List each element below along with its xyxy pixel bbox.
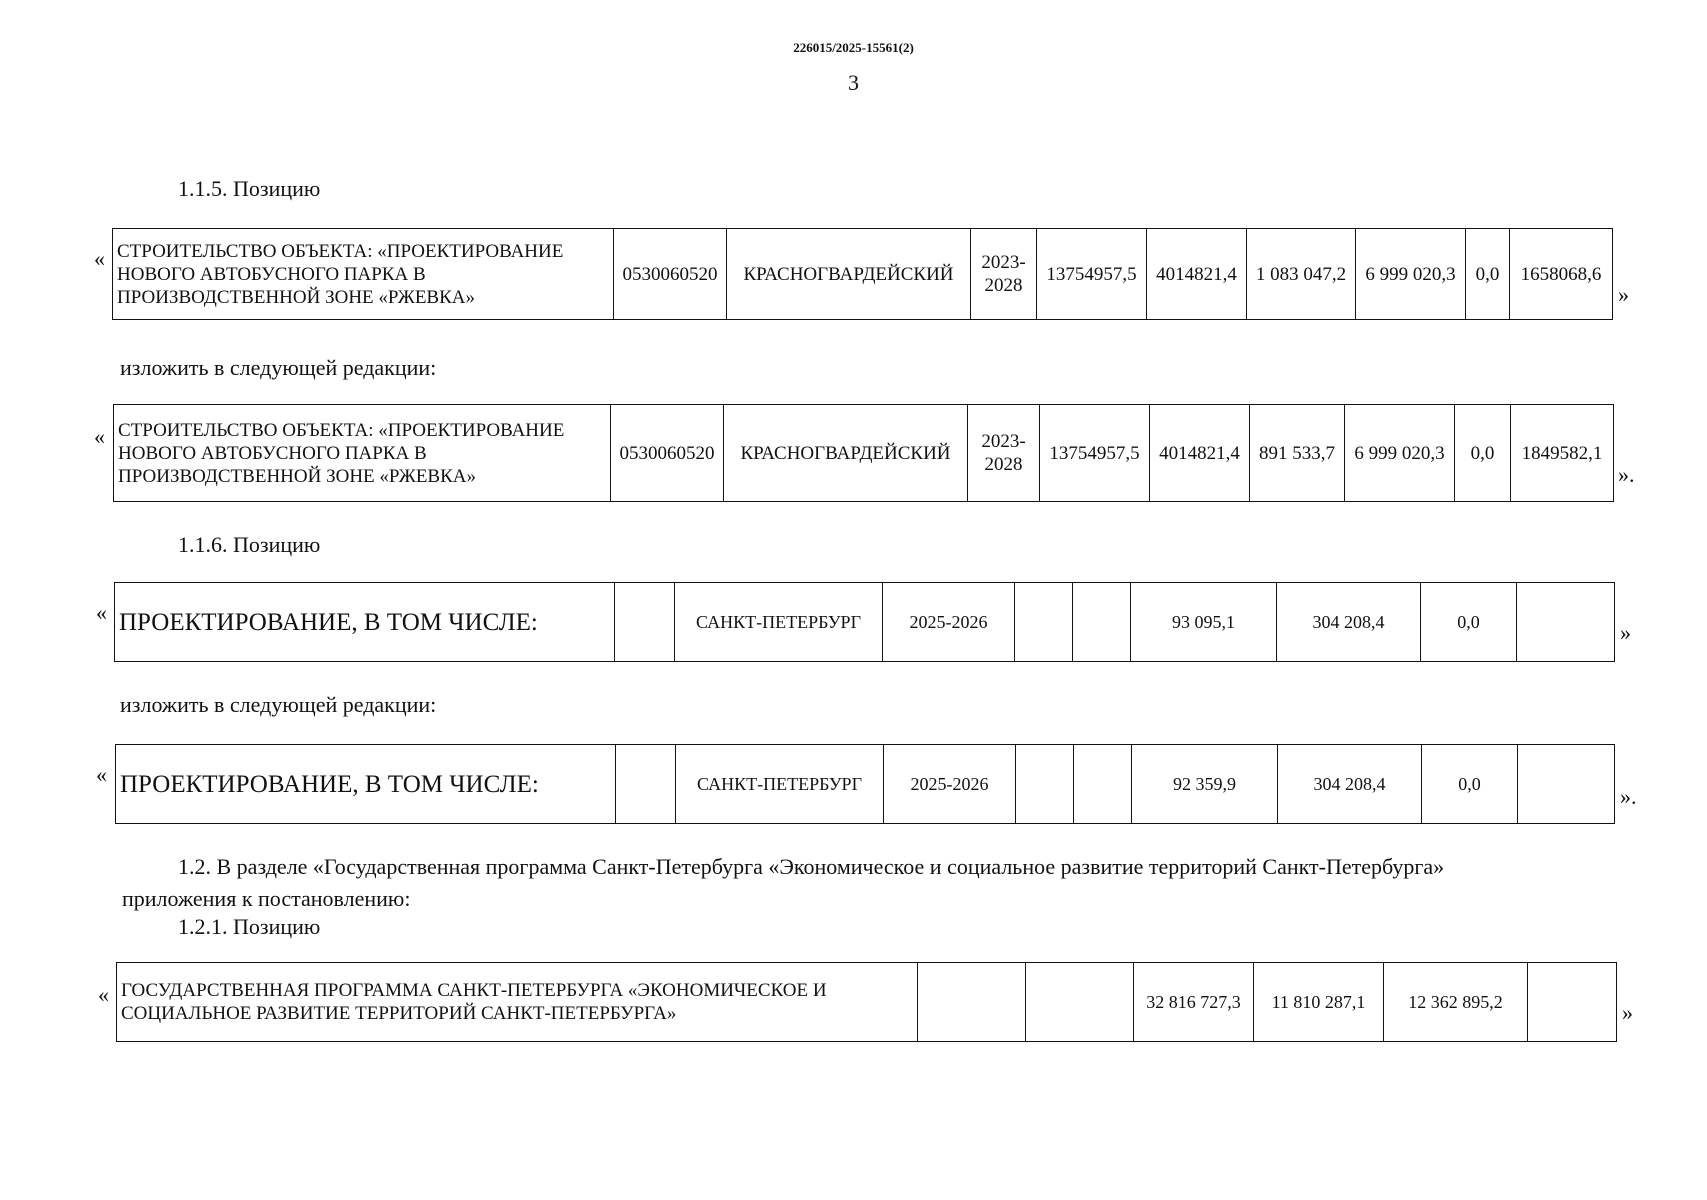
open-quote: « (94, 424, 105, 449)
table-cell-years: 2025-2026 (883, 583, 1015, 662)
table-cell-value (1074, 745, 1132, 824)
table-cell-value: 93 095,1 (1131, 583, 1277, 662)
table-cell-district: САНКТ-ПЕТЕРБУРГ (675, 583, 883, 662)
table-cell-value: 6 999 020,3 (1356, 229, 1466, 320)
table-cell-code (616, 745, 676, 824)
table-cell-value: 6 999 020,3 (1345, 405, 1455, 502)
open-quote: « (96, 600, 107, 625)
table-cell-value (1015, 583, 1073, 662)
table-cell-district (1026, 963, 1134, 1042)
table-cell-value: 4014821,4 (1150, 405, 1250, 502)
close-quote: » (1620, 620, 1631, 645)
open-quote: « (98, 982, 109, 1007)
table-row (116, 745, 1615, 824)
close-quote-period: ». (1620, 784, 1637, 809)
table-cell-value: 891 533,7 (1250, 405, 1345, 502)
position-table-1 (112, 228, 1613, 320)
table-cell-value (1517, 583, 1615, 662)
table-cell-value: 0,0 (1466, 229, 1510, 320)
table-cell-value: 0,0 (1421, 583, 1517, 662)
table-cell-value: 1658068,6 (1510, 229, 1613, 320)
table-cell-value: 13754957,5 (1037, 229, 1147, 320)
table-cell-district: САНКТ-ПЕТЕРБУРГ (676, 745, 884, 824)
table-cell-value: 4014821,4 (1147, 229, 1247, 320)
table-cell-value: 92 359,9 (1132, 745, 1278, 824)
table-cell-code (918, 963, 1026, 1042)
table-cell-name: СТРОИТЕЛЬСТВО ОБЪЕКТА: «ПРОЕКТИРОВАНИЕ НОВОГО АВТОБУСНОГО ПАРКА В ПРОИЗВОДСТВЕННОЙ ЗОНЕ «РЖЕВКА» (114, 405, 611, 502)
table-cell-district: КРАСНОГВАРДЕЙСКИЙ (727, 229, 971, 320)
close-quote: » (1622, 1000, 1633, 1025)
table-row (114, 405, 1614, 502)
section-1-2-line2: приложения к постановлению: (122, 886, 411, 911)
section-title-1-2-1: 1.2.1. Позицию (178, 914, 321, 939)
redaction-text: изложить в следующей редакции: (120, 355, 437, 380)
table-cell-value: 12 362 895,2 (1384, 963, 1528, 1042)
position-table-4 (115, 744, 1615, 824)
table-cell-value: 304 208,4 (1277, 583, 1421, 662)
table-cell-district: КРАСНОГВАРДЕЙСКИЙ (724, 405, 968, 502)
table-cell-value (1016, 745, 1074, 824)
table-cell-value: 11 810 287,1 (1254, 963, 1384, 1042)
table-cell-value: 1849582,1 (1511, 405, 1614, 502)
table-cell-value: 0,0 (1422, 745, 1518, 824)
table-cell-code: 0530060520 (611, 405, 724, 502)
close-quote-period: ». (1618, 462, 1635, 487)
section-1-2-line1: 1.2. В разделе «Государственная программа Санкт-Петербурга «Экономическое и социальное развитие территорий Санкт-Петербурга» (178, 854, 1445, 879)
table-cell-name: СТРОИТЕЛЬСТВО ОБЪЕКТА: «ПРОЕКТИРОВАНИЕ НОВОГО АВТОБУСНОГО ПАРКА В ПРОИЗВОДСТВЕННОЙ ЗОНЕ «РЖЕВКА» (113, 229, 614, 320)
section-title-1-1-5: 1.1.5. Позицию (178, 176, 321, 201)
table-cell-value (1073, 583, 1131, 662)
open-quote: « (96, 762, 107, 787)
table-cell-value: 1 083 047,2 (1247, 229, 1356, 320)
table-cell-value: 0,0 (1455, 405, 1511, 502)
open-quote: « (94, 246, 105, 271)
table-cell-name: ГОСУДАРСТВЕННАЯ ПРОГРАММА САНКТ-ПЕТЕРБУРГА «ЭКОНОМИЧЕСКОЕ И СОЦИАЛЬНОЕ РАЗВИТИЕ ТЕРРИТОРИЙ САНКТ-ПЕТЕРБУРГА» (117, 963, 918, 1042)
close-quote: » (1618, 282, 1629, 307)
table-cell-value (1528, 963, 1617, 1042)
table-cell-code: 0530060520 (614, 229, 727, 320)
table-cell-years: 2023-2028 (968, 405, 1040, 502)
position-table-2 (113, 404, 1614, 502)
table-row (117, 963, 1617, 1042)
page-number: 3 (848, 70, 859, 95)
table-cell-years: 2023-2028 (971, 229, 1037, 320)
table-row (115, 583, 1615, 662)
document-number: 226015/2025-15561(2) (793, 40, 914, 55)
table-cell-code (615, 583, 675, 662)
redaction-text: изложить в следующей редакции: (120, 692, 437, 717)
section-title-1-1-6: 1.1.6. Позицию (178, 532, 321, 557)
position-table-5 (116, 962, 1617, 1042)
table-cell-value (1518, 745, 1615, 824)
table-cell-value: 32 816 727,3 (1134, 963, 1254, 1042)
table-cell-years: 2025-2026 (884, 745, 1016, 824)
position-table-3 (114, 582, 1615, 662)
table-row (113, 229, 1613, 320)
table-cell-name: ПРОЕКТИРОВАНИЕ, В ТОМ ЧИСЛЕ: (115, 583, 615, 662)
table-cell-value: 13754957,5 (1040, 405, 1150, 502)
table-cell-value: 304 208,4 (1278, 745, 1422, 824)
table-cell-name: ПРОЕКТИРОВАНИЕ, В ТОМ ЧИСЛЕ: (116, 745, 616, 824)
